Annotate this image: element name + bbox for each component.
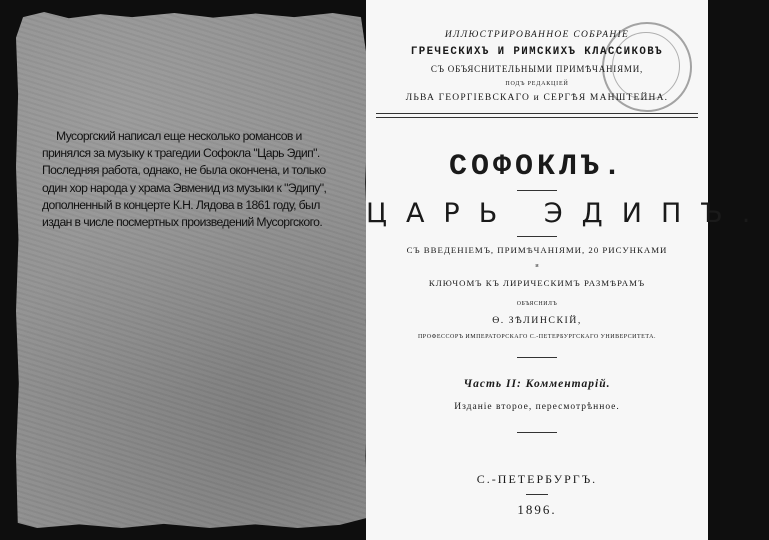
divider bbox=[517, 357, 557, 358]
series-subtitle: ГРЕЧЕСКИХЪ И РИМСКИХЪ КЛАССИКОВЪ bbox=[410, 46, 664, 58]
book-edition: Изданіе второе, пересмотрѣнное. bbox=[454, 402, 620, 412]
publication-year: 1896. bbox=[517, 502, 557, 517]
subtitle-line: КЛЮЧОМЪ КЪ ЛИРИЧЕСКИМЪ РАЗМѢРАМЪ bbox=[428, 278, 646, 288]
description-text: Мусоргский написал еще несколько романсов и принялся за музыку к трагедии Софокла "Царь Эдип". Последняя работа, однако, не была окончена, и только один хор народа у храма Эвменид из музыки к "Эдипу", дополненный в концерте К.Н. Лядова в 1861 году, был издан в числе посмертных произведений Мусоргского. bbox=[42, 129, 327, 230]
divider bbox=[517, 236, 557, 237]
divider bbox=[517, 432, 557, 433]
subtitle-line: СЪ ВВЕДЕНІЕМЪ, ПРИМѢЧАНІЯМИ, 20 РИСУНКАМИ bbox=[406, 245, 668, 255]
series-editors: ЛЬВА ГЕОРГІЕВСКАГО и СЕРГѢЯ МАНШТЕЙНА. bbox=[405, 93, 669, 103]
divider bbox=[517, 190, 557, 191]
publication-city: С.-ПЕТЕРБУРГЪ. bbox=[476, 472, 598, 486]
book-part: Часть II: Комментарій. bbox=[463, 378, 611, 390]
divider bbox=[526, 494, 548, 495]
book-title-page bbox=[366, 0, 769, 540]
torn-paper-panel bbox=[16, 12, 368, 528]
subtitle-line: ОБЪЯСНИЛЪ bbox=[516, 301, 558, 307]
book-editor-title: ПРОФЕССОРЪ ИМПЕРАТОРСКАГО С.-ПЕТЕРБУРГСКАГО УНИВЕРСИТЕТА. bbox=[417, 334, 657, 340]
series-note: СЪ ОБЪЯСНИТЕЛЬНЫМИ ПРИМѢЧАНІЯМИ, bbox=[430, 64, 644, 74]
book-author: СОФОКЛЪ. bbox=[448, 150, 626, 184]
subtitle-line: и bbox=[535, 263, 539, 269]
series-editor-label: ПОДЪ РЕДАКЦІЕЙ bbox=[505, 81, 569, 87]
series-title: ИЛЛЮСТРИРОВАННОЕ СОБРАНІЕ bbox=[444, 30, 630, 40]
book-editor: Ѳ. ЗѢЛИНСКІЙ, bbox=[492, 315, 582, 326]
book-title: ЦАРЬ ЭДИПЪ. bbox=[366, 198, 769, 229]
header-divider bbox=[376, 113, 698, 118]
